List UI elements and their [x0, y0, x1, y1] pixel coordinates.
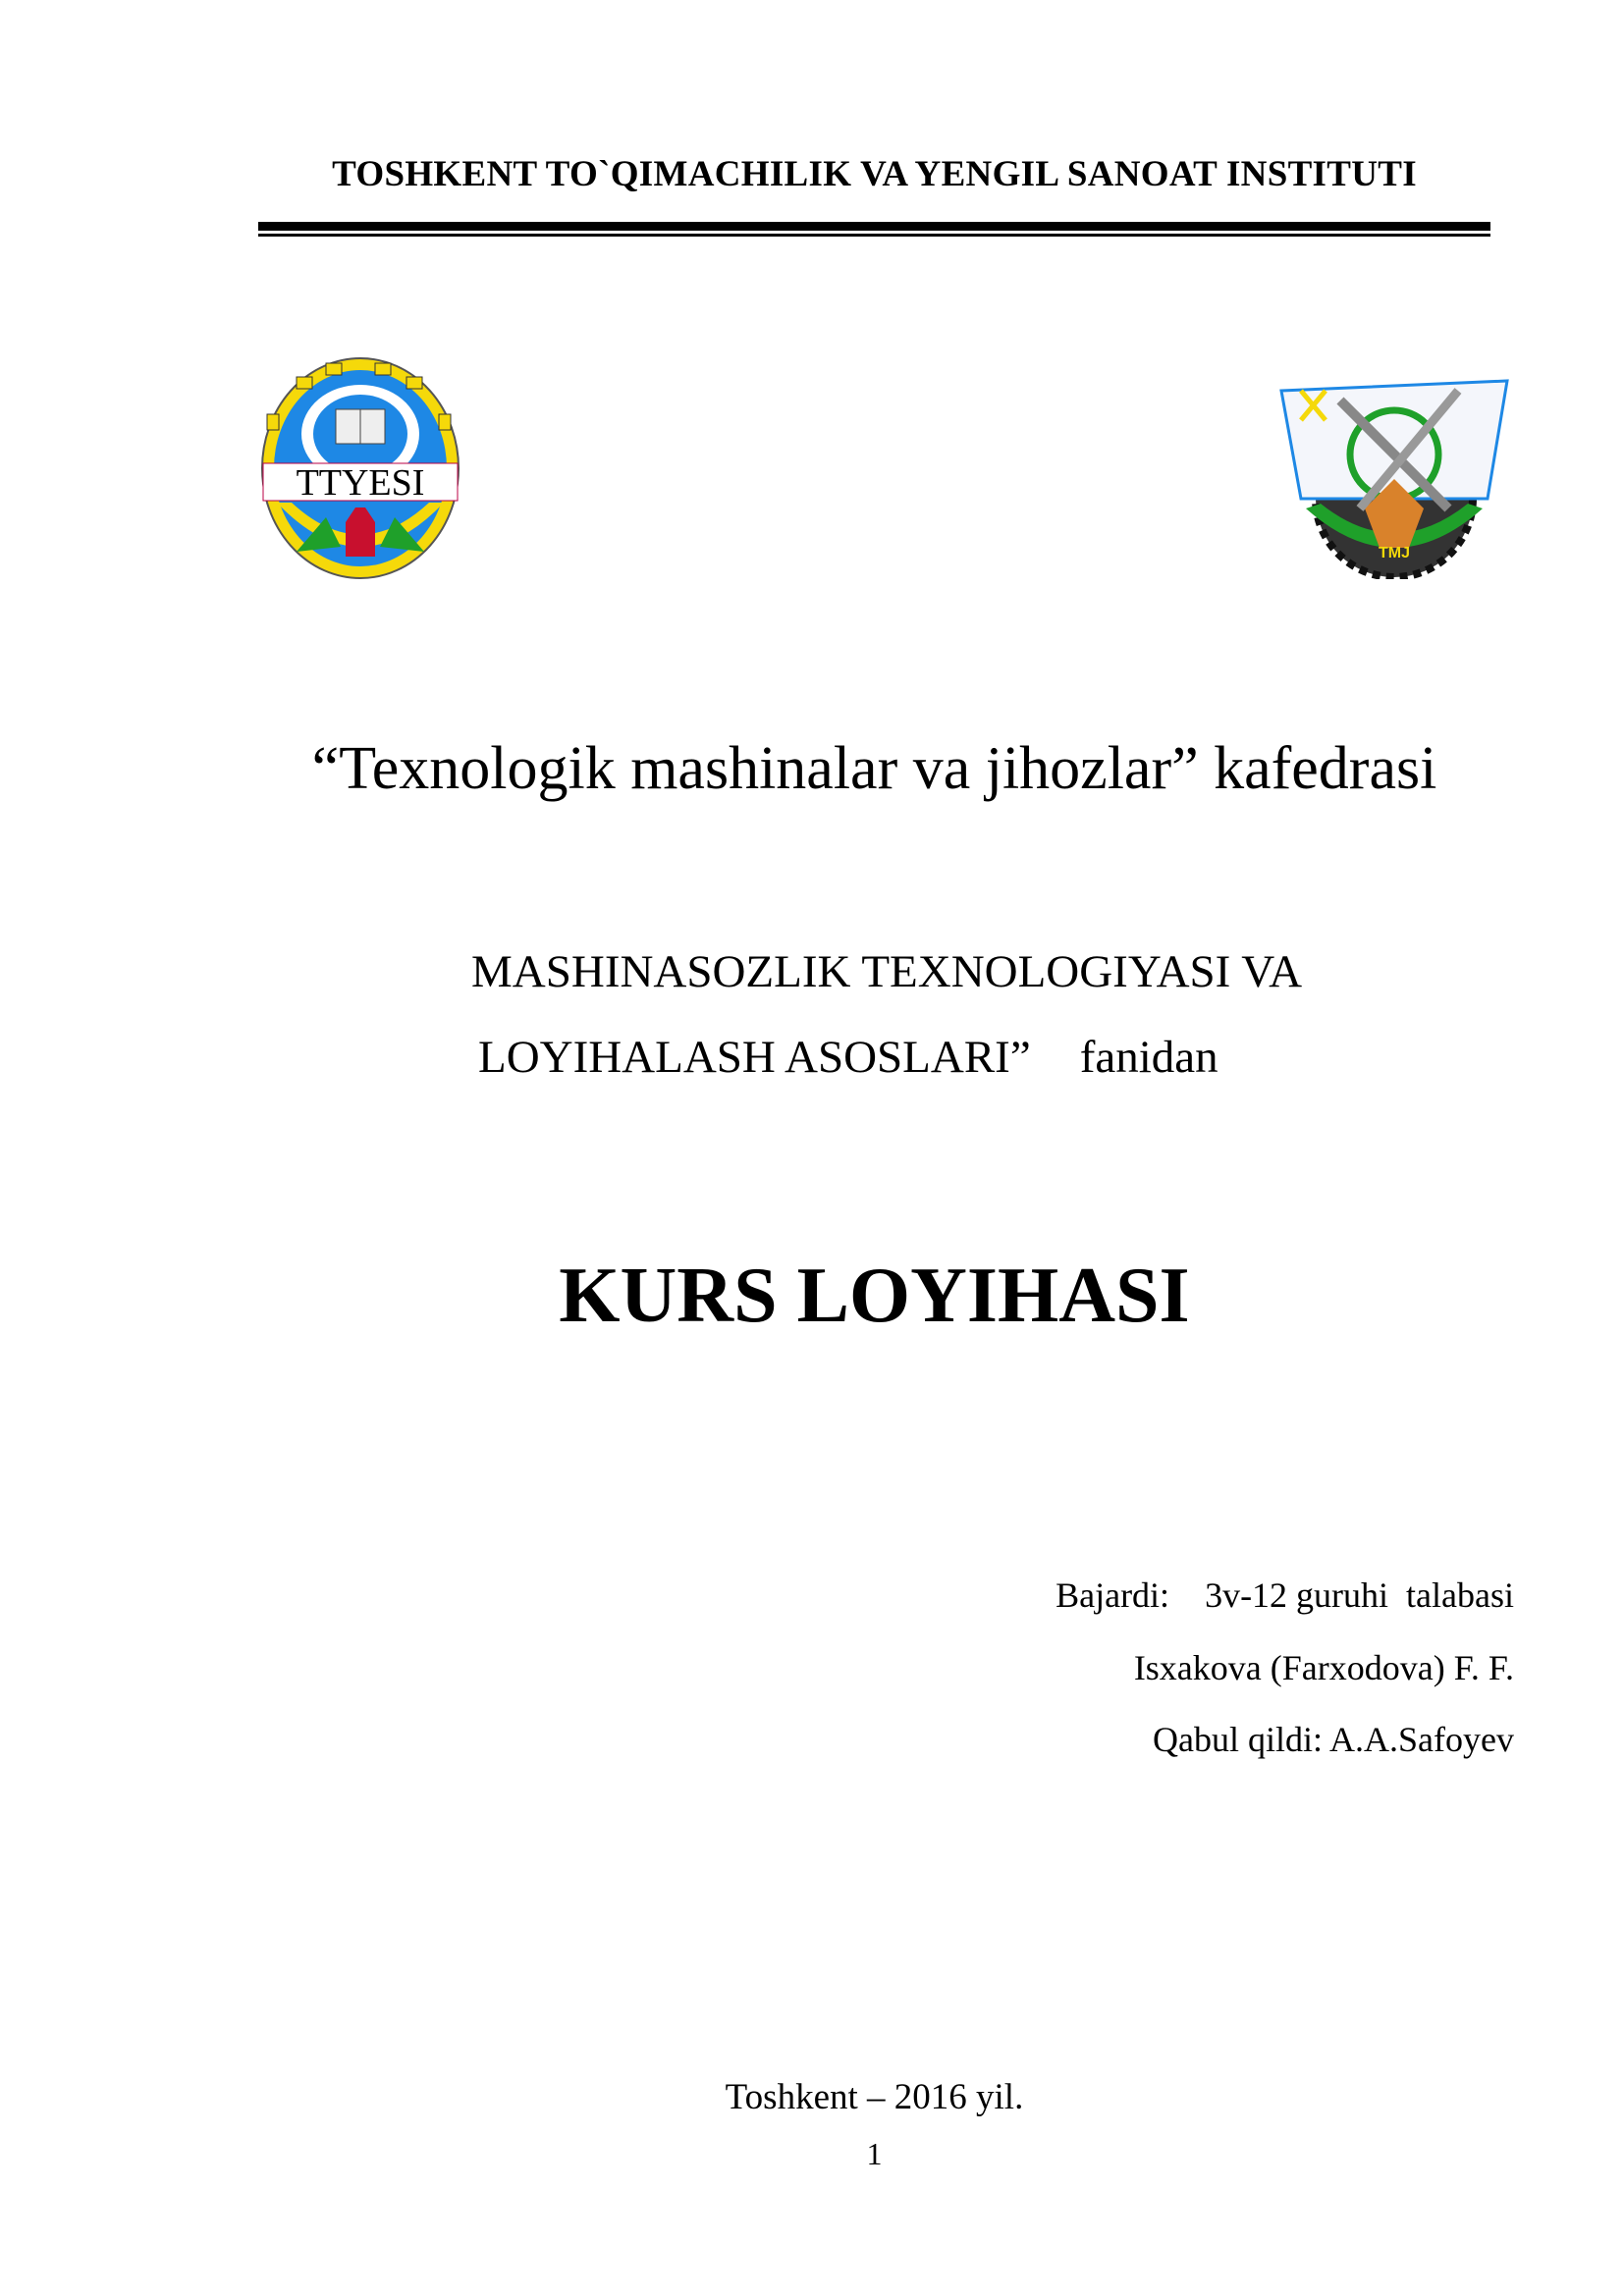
page-number: 1: [866, 2136, 883, 2171]
document-title: KURS LOYIHASI: [559, 1253, 1190, 1339]
department-name: “Texnologik mashinalar va jihozlar” kafedrasi: [311, 735, 1437, 802]
accepted-by: Qabul qildi: A.A.Safoyev: [1153, 1720, 1514, 1759]
tmj-logo: [1272, 361, 1517, 579]
header-rule-thick: [258, 222, 1490, 231]
subject-suffix: fanidan: [1079, 1032, 1218, 1083]
subject-line-2-text: LOYIHALASH ASOSLARI”: [478, 1032, 1031, 1083]
subject-line-2: [478, 1031, 1218, 1084]
header-rule-thin: [258, 234, 1490, 237]
city-year: Toshkent – 2016 yil.: [725, 2077, 1024, 2117]
subject-line-1: MASHINASOZLIK TEXNOLOGIYASI VA: [471, 946, 1303, 997]
ttyesi-logo: [257, 355, 463, 581]
tmj-logo-text: TMJ: [1379, 545, 1410, 561]
performed-label: Bajardi:: [1056, 1575, 1170, 1615]
performed-value: 3v-12 guruhi talabasi: [1205, 1575, 1514, 1615]
student-name: Isxakova (Farxodova) F. F.: [1133, 1648, 1514, 1687]
performed-by: [1056, 1575, 1514, 1616]
institute-header: TOSHKENT TO`QIMACHILIK VA YENGIL SANOAT INSTITUTI: [332, 154, 1417, 194]
ttyesi-logo-text: TTYESI: [296, 462, 425, 504]
